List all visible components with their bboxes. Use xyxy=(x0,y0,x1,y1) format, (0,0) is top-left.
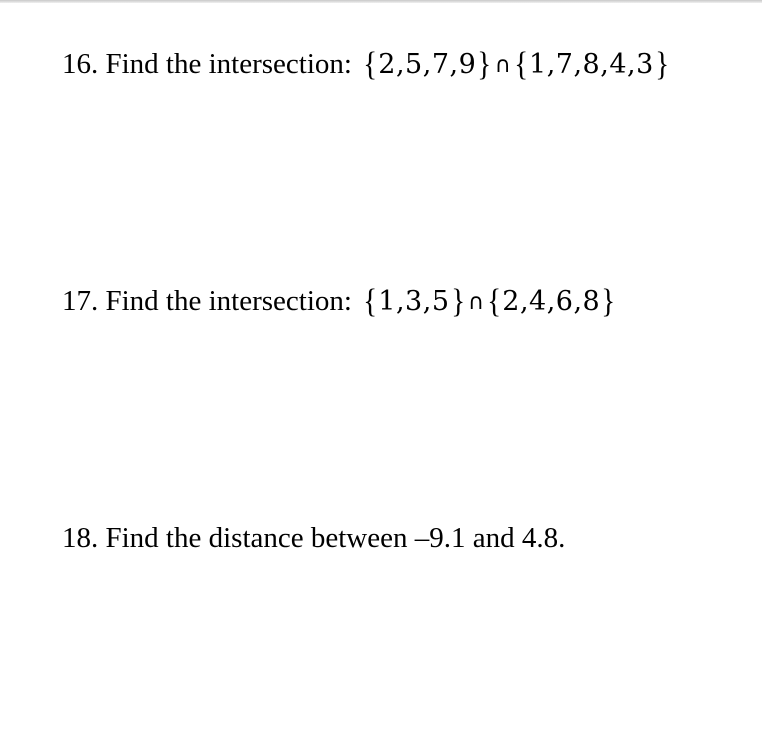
close-brace: } xyxy=(654,46,669,83)
set-b-elements: 2,4,6,8 xyxy=(502,286,601,317)
question-18 xyxy=(62,520,565,556)
close-brace: } xyxy=(477,46,492,83)
set-b-elements: 1,7,8,4,3 xyxy=(529,49,654,80)
set-a-elements: 2,5,7,9 xyxy=(378,49,477,80)
set-a-elements: 1,3,5 xyxy=(378,286,450,317)
intersection-symbol: ∩ xyxy=(467,290,484,315)
page-top-edge xyxy=(0,0,762,3)
question-17 xyxy=(62,283,617,321)
question-16 xyxy=(62,46,670,84)
question-16-text: 16. Find the intersection: xyxy=(62,48,352,80)
question-17-expression xyxy=(362,283,617,320)
open-brace: { xyxy=(363,46,378,83)
open-brace: { xyxy=(487,283,502,320)
intersection-symbol: ∩ xyxy=(494,53,511,78)
open-brace: { xyxy=(363,283,378,320)
question-17-text: 17. Find the intersection: xyxy=(62,285,352,317)
question-16-expression xyxy=(362,46,670,83)
question-18-text: 18. Find the distance between –9.1 and 4.8. xyxy=(62,522,566,554)
close-brace: } xyxy=(450,283,465,320)
close-brace: } xyxy=(601,283,616,320)
open-brace: { xyxy=(513,46,528,83)
